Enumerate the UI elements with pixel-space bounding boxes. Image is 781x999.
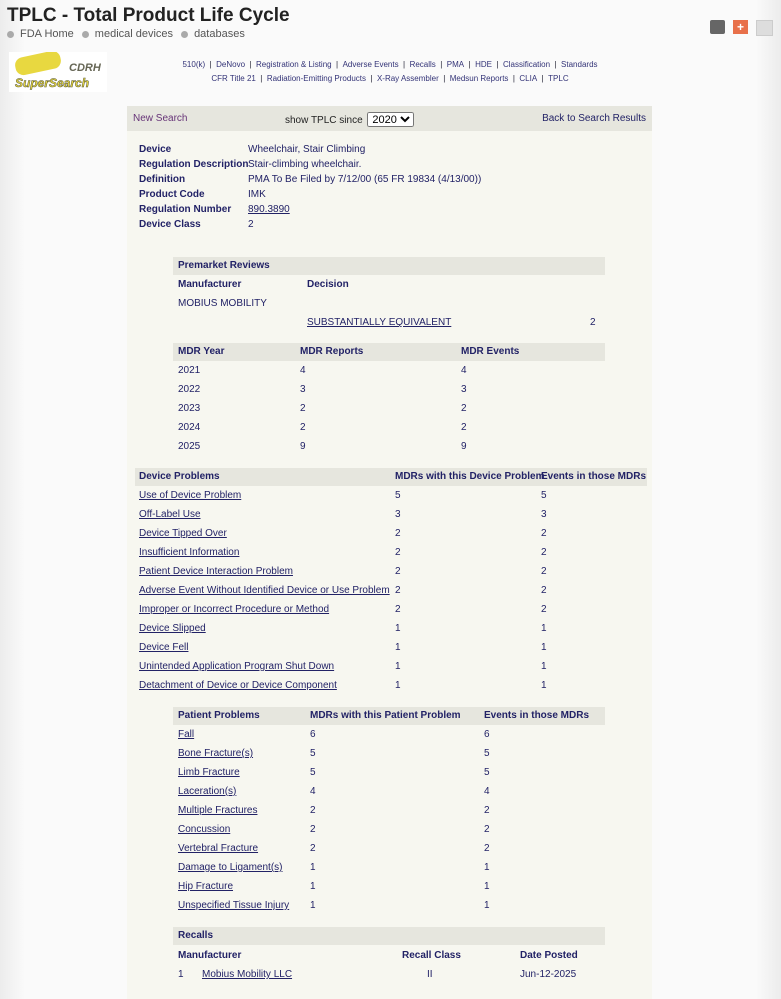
nav-link-denovo[interactable]: DeNovo <box>216 60 246 69</box>
patient_problems-cell: 2 <box>484 805 490 816</box>
mdr-col-header: MDR Reports <box>300 346 364 357</box>
recalls-header: Recalls <box>173 927 605 945</box>
patient_problems-cell: 2 <box>310 824 316 835</box>
field-value[interactable]: 890.3890 <box>248 204 290 215</box>
mdr-cell: 2 <box>461 422 467 433</box>
patient_problems-cell[interactable]: Multiple Fractures <box>178 805 258 816</box>
device_problems-cell[interactable]: Device Fell <box>139 642 189 653</box>
patient_problems-cell: 4 <box>484 786 490 797</box>
col-header: Manufacturer <box>178 279 242 290</box>
patient_problems-col-header: Events in those MDRs <box>484 710 590 721</box>
device_problems-header <box>135 468 647 486</box>
email-icon[interactable] <box>756 20 773 36</box>
device_problems-cell: 1 <box>541 680 547 691</box>
nav-link-radiation-emitting-products[interactable]: Radiation-Emitting Products <box>266 74 366 83</box>
recall-date: Jun-12-2025 <box>520 969 577 980</box>
col-header: Decision <box>307 279 349 290</box>
premarket-manufacturer: MOBIUS MOBILITY <box>178 298 267 309</box>
device_problems-cell: 1 <box>395 680 401 691</box>
content-panel <box>127 106 652 999</box>
patient_problems-cell[interactable]: Unspecified Tissue Injury <box>178 900 290 911</box>
print-icon[interactable] <box>710 20 725 34</box>
mdr-cell: 3 <box>300 384 306 395</box>
patient_problems-cell: 4 <box>310 786 316 797</box>
logo-text: CDRH <box>69 62 101 74</box>
bullet-icon <box>181 31 188 38</box>
device_problems-cell[interactable]: Off-Label Use <box>139 509 201 520</box>
patient_problems-cell: 5 <box>310 767 316 778</box>
device_problems-col-header: MDRs with this Device Problem <box>395 471 545 482</box>
recall-manufacturer-link[interactable]: Mobius Mobility LLC <box>202 969 293 980</box>
patient_problems-header <box>173 707 605 725</box>
field-label: Product Code <box>139 189 205 200</box>
nav-link-cfr-title-21[interactable]: CFR Title 21 <box>211 74 256 83</box>
patient_problems-cell: 6 <box>484 729 490 740</box>
nav-row-1: 510(k) | DeNovo | Registration & Listing | Adverse Events | Recalls | PMA | HDE | Classification | Standards <box>182 60 598 69</box>
breadcrumb-databases[interactable]: databases <box>194 28 245 40</box>
device_problems-cell: 1 <box>395 642 401 653</box>
premarket-count: 2 <box>590 317 596 328</box>
mdr-cell: 9 <box>461 441 467 452</box>
nav-row-2: CFR Title 21 | Radiation-Emitting Products | X-Ray Assembler | Medsun Reports | CLIA | TPLC <box>211 74 569 83</box>
patient_problems-cell: 1 <box>484 862 490 873</box>
mdr-cell: 2 <box>300 422 306 433</box>
device_problems-cell: 2 <box>541 604 547 615</box>
device_problems-cell[interactable]: Device Slipped <box>139 623 206 634</box>
field-value: Wheelchair, Stair Climbing <box>248 144 366 155</box>
device_problems-cell[interactable]: Use of Device Problem <box>139 490 242 501</box>
device_problems-cell[interactable]: Device Tipped Over <box>139 528 227 539</box>
patient_problems-cell[interactable]: Damage to Ligament(s) <box>178 862 283 873</box>
device_problems-cell[interactable]: Insufficient Information <box>139 547 240 558</box>
patient_problems-cell: 1 <box>484 900 490 911</box>
field-label: Definition <box>139 174 186 185</box>
patient_problems-cell: 2 <box>310 805 316 816</box>
mdr-cell: 2024 <box>178 422 201 433</box>
recall-class: II <box>427 969 433 980</box>
patient_problems-cell: 1 <box>310 900 316 911</box>
field-label: Regulation Number <box>139 204 232 215</box>
device_problems-cell: 1 <box>541 661 547 672</box>
mdr-cell: 2021 <box>178 365 201 376</box>
device_problems-cell: 2 <box>541 528 547 539</box>
device_problems-cell: 2 <box>541 566 547 577</box>
device_problems-col-header: Device Problems <box>139 471 220 482</box>
mdr-col-header: MDR Year <box>178 346 225 357</box>
field-value: PMA To Be Filed by 7/12/00 (65 FR 19834 (4/13/00)) <box>248 174 482 185</box>
nav-link-adverse-events[interactable]: Adverse Events <box>342 60 399 69</box>
device_problems-cell[interactable]: Detachment of Device or Device Component <box>139 680 337 691</box>
device_problems-cell: 1 <box>395 623 401 634</box>
field-value: Stair-climbing wheelchair. <box>248 159 362 170</box>
patient_problems-cell[interactable]: Vertebral Fracture <box>178 843 259 854</box>
device_problems-cell: 5 <box>541 490 547 501</box>
field-label: Device Class <box>139 219 201 230</box>
patient_problems-cell: 5 <box>484 748 490 759</box>
mdr-cell: 2 <box>300 403 306 414</box>
mdr-cell: 4 <box>461 365 467 376</box>
device_problems-cell: 2 <box>395 604 401 615</box>
nav-link-registration-listing[interactable]: Registration & Listing <box>256 60 332 69</box>
patient_problems-cell[interactable]: Fall <box>178 729 195 740</box>
device_problems-cell: 2 <box>395 547 401 558</box>
breadcrumb-fda-home[interactable]: FDA Home <box>20 28 74 40</box>
nav-link-standards[interactable]: Standards <box>561 60 598 69</box>
mdr-cell: 2022 <box>178 384 201 395</box>
new-search-link[interactable]: New Search <box>133 113 188 124</box>
recalls-col-header: Recall Class <box>402 950 461 961</box>
recalls-col-header: Manufacturer <box>178 950 242 961</box>
nav-link-medsun-reports[interactable]: Medsun Reports <box>449 74 509 83</box>
nav-link-clia[interactable]: CLIA <box>519 74 538 83</box>
patient_problems-col-header: Patient Problems <box>178 710 260 721</box>
device_problems-cell[interactable]: Unintended Application Program Shut Down <box>139 661 335 672</box>
patient_problems-cell[interactable]: Limb Fracture <box>178 767 240 778</box>
search-toolbar <box>127 106 652 131</box>
nav-link-classification[interactable]: Classification <box>502 60 551 69</box>
device_problems-cell: 3 <box>541 509 547 520</box>
patient_problems-cell[interactable]: Hip Fracture <box>178 881 234 892</box>
device_problems-cell: 2 <box>395 566 401 577</box>
mdr-header <box>173 343 605 361</box>
device_problems-cell[interactable]: Improper or Incorrect Procedure or Method <box>139 604 330 615</box>
patient_problems-cell: 1 <box>484 881 490 892</box>
device_problems-cell: 2 <box>541 547 547 558</box>
nav-link-recalls[interactable]: Recalls <box>409 60 436 69</box>
patient_problems-cell: 2 <box>484 843 490 854</box>
mdr-cell: 2025 <box>178 441 201 452</box>
device_problems-cell[interactable]: Adverse Event Without Identified Device or Use Problem <box>139 585 390 596</box>
patient_problems-cell[interactable]: Concussion <box>178 824 231 835</box>
device_problems-cell: 2 <box>395 585 401 596</box>
breadcrumb <box>7 28 245 40</box>
since-year-select[interactable] <box>367 112 414 127</box>
since-label: show TPLC since <box>285 115 363 126</box>
bullet-icon <box>82 31 89 38</box>
patient_problems-cell: 2 <box>484 824 490 835</box>
plus-icon[interactable]: + <box>733 20 748 34</box>
patient_problems-cell[interactable]: Laceration(s) <box>178 786 237 797</box>
field-value: IMK <box>248 189 266 200</box>
field-value: 2 <box>248 219 254 230</box>
premarket-decision-link[interactable]: SUBSTANTIALLY EQUIVALENT <box>307 317 452 328</box>
device_problems-cell: 1 <box>395 661 401 672</box>
mdr-cell: 3 <box>461 384 467 395</box>
nav-link-tplc[interactable]: TPLC <box>548 74 569 83</box>
mdr-cell: 2023 <box>178 403 201 414</box>
patient_problems-cell: 1 <box>310 881 316 892</box>
patient_problems-cell[interactable]: Bone Fracture(s) <box>178 748 254 759</box>
nav-link-x-ray-assembler[interactable]: X-Ray Assembler <box>376 74 439 83</box>
breadcrumb-medical-devices[interactable]: medical devices <box>94 28 174 40</box>
field-label: Device <box>139 144 172 155</box>
device_problems-cell: 2 <box>541 585 547 596</box>
device_problems-col-header: Events in those MDRs <box>541 471 647 482</box>
nav-link-510-k-[interactable]: 510(k) <box>182 60 206 69</box>
mdr-col-header: MDR Events <box>461 346 520 357</box>
nav-link-pma[interactable]: PMA <box>446 60 465 69</box>
mdr-cell: 2 <box>461 403 467 414</box>
device_problems-cell: 1 <box>541 623 547 634</box>
patient_problems-cell: 2 <box>310 843 316 854</box>
patient_problems-cell: 5 <box>484 767 490 778</box>
patient_problems-cell: 1 <box>310 862 316 873</box>
page-title: TPLC - Total Product Life Cycle <box>7 5 290 26</box>
mdr-cell: 9 <box>300 441 306 452</box>
device_problems-cell: 5 <box>395 490 401 501</box>
cdrh-supersearch-logo[interactable] <box>9 52 107 92</box>
device_problems-cell: 2 <box>395 528 401 539</box>
recall-index: 1 <box>178 969 184 980</box>
recalls-col-header: Date Posted <box>520 950 578 961</box>
patient_problems-col-header: MDRs with this Patient Problem <box>310 710 461 721</box>
patient_problems-cell: 6 <box>310 729 316 740</box>
field-label: Regulation Description <box>139 159 249 170</box>
device_problems-cell: 1 <box>541 642 547 653</box>
back-to-results-link[interactable]: Back to Search Results <box>542 113 646 124</box>
nav-link-hde[interactable]: HDE <box>475 60 492 69</box>
mdr-cell: 4 <box>300 365 306 376</box>
logo-text: SuperSearch <box>15 76 90 90</box>
device_problems-cell[interactable]: Patient Device Interaction Problem <box>139 566 293 577</box>
patient_problems-cell: 5 <box>310 748 316 759</box>
bullet-icon <box>7 31 14 38</box>
device_problems-cell: 3 <box>395 509 401 520</box>
binoculars-icon <box>14 52 63 77</box>
premarket-header: Premarket Reviews <box>173 257 605 275</box>
